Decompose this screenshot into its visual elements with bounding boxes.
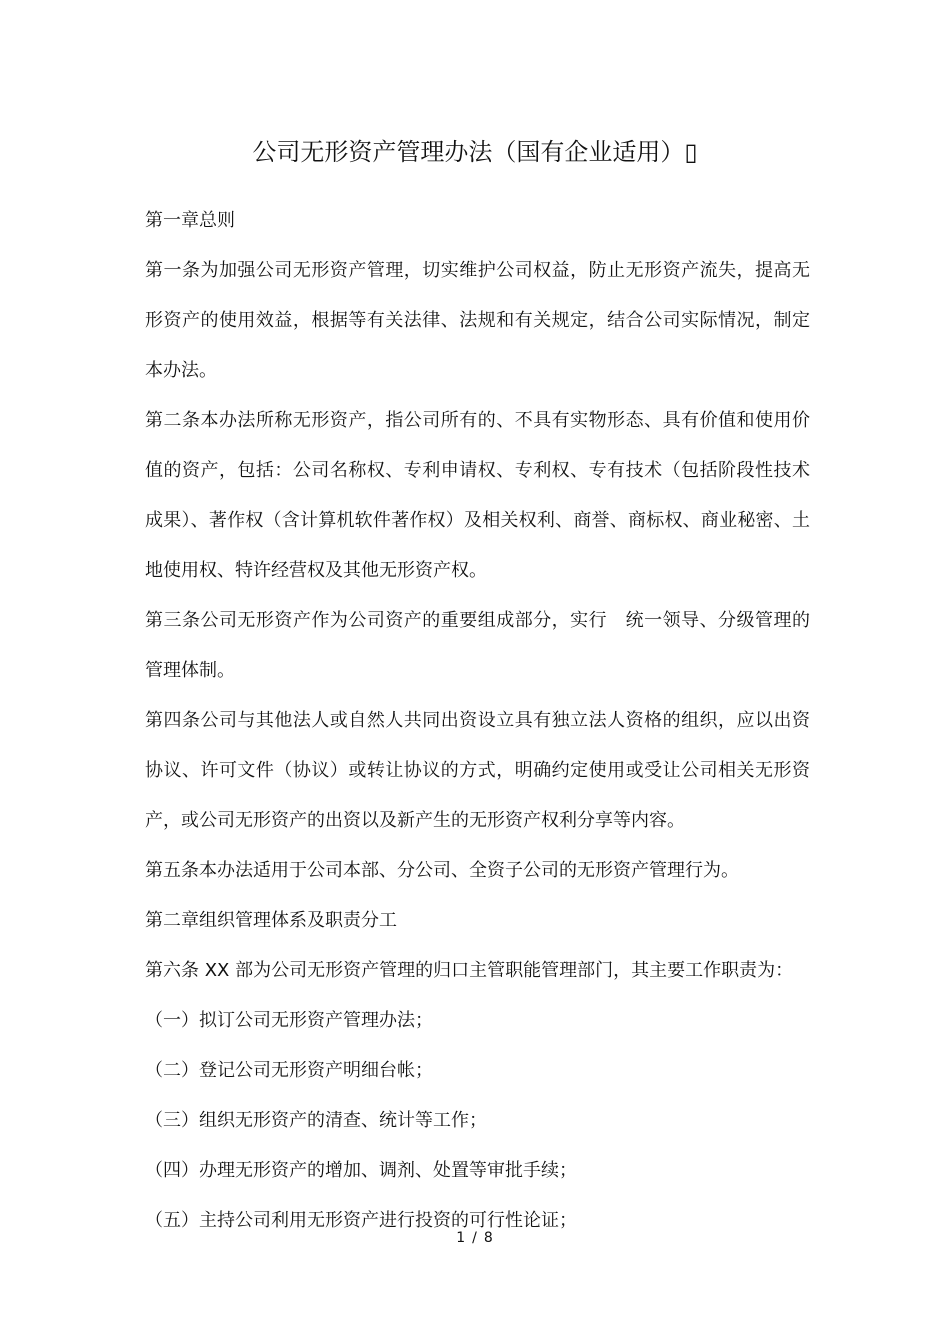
list-item: （一）拟订公司无形资产管理办法；: [145, 1010, 433, 1031]
document-title: [0, 134, 950, 170]
article-paragraph: 第四条公司与其他法人或自然人共同出资设立具有独立法人资格的组织，应以出资协议、许可文件（协议）或转让协议的方式，明确约定使用或受让公司相关无形资产，或公司无形资产的出资以及新产生的无形资产权利分享等内容。: [145, 710, 810, 831]
document-body: [145, 196, 810, 1246]
article-paragraph: 第二条本办法所称无形资产，指公司所有的、不具有实物形态、具有价值和使用价值的资产，包括：公司名称权、专利申请权、专利权、专有技术（包括阶段性技术成果）、著作权（含计算机软件著作权）及相关权利、商誉、商标权、商业秘密、土地使用权、特许经营权及其他无形资产权。: [145, 410, 810, 581]
list-item: （四）办理无形资产的增加、调剂、处置等审批手续；: [145, 1160, 577, 1181]
total-pages-number: 8: [483, 1230, 494, 1246]
list-item: （五）主持公司利用无形资产进行投资的可行性论证；: [145, 1210, 577, 1231]
document-title-text: 公司无形资产管理办法（国有企业适用）: [252, 138, 685, 166]
chapter-heading: 第二章组织管理体系及职责分工: [145, 910, 397, 931]
page-separator: /: [472, 1230, 478, 1246]
article-paragraph: 第六条 XX 部为公司无形资产管理的归口主管职能管理部门，其主要工作职责为：: [145, 960, 794, 981]
page-number-footer: [0, 1228, 950, 1248]
chapter-heading: 第一章总则: [145, 210, 235, 231]
title-missing-glyph-box: ▯: [684, 138, 698, 166]
article-paragraph: 第三条公司无形资产作为公司资产的重要组成部分，实行 统一领导、分级管理的管理体制。: [145, 610, 810, 681]
article-paragraph: 第五条本办法适用于公司本部、分公司、全资子公司的无形资产管理行为。: [145, 860, 739, 881]
list-item: （二）登记公司无形资产明细台帐；: [145, 1060, 433, 1081]
current-page-number: 1: [456, 1230, 467, 1246]
list-item: （三）组织无形资产的清查、统计等工作；: [145, 1110, 487, 1131]
article-paragraph: 第一条为加强公司无形资产管理，切实维护公司权益，防止无形资产流失，提高无形资产的使用效益，根据等有关法律、法规和有关规定，结合公司实际情况，制定本办法。: [145, 260, 810, 381]
